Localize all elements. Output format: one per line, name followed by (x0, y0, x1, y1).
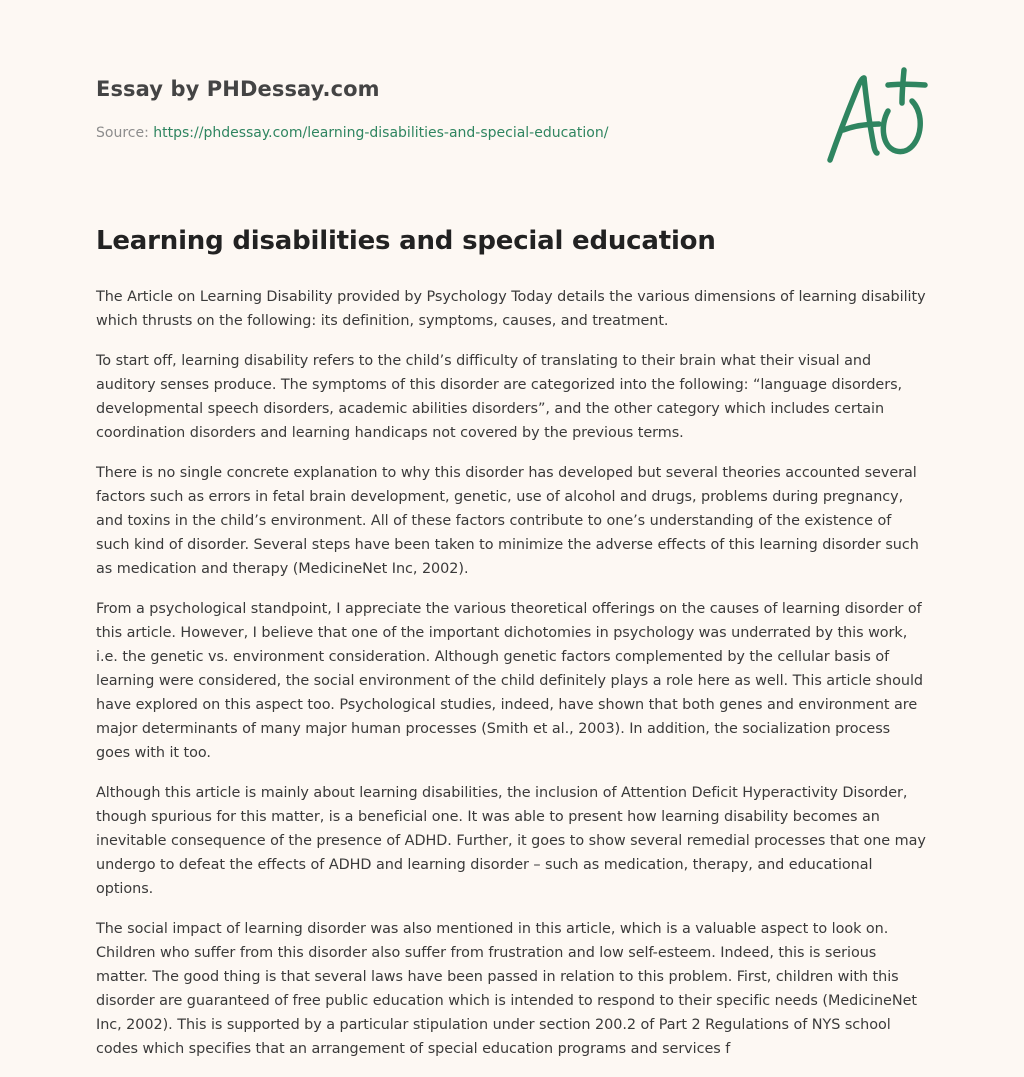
essay-paragraph: There is no single concrete explanation to why this disorder has developed but several theories accounted several factors such as errors in fetal brain development, genetic, use of alcohol and drugs, problems during pregnancy, and toxins in the child’s environment. All of these factors contribute to one’s understanding of the existence of such kind of disorder. Several steps have been taken to minimize the adverse effects of this learning disorder such as medication and therapy (MedicineNet Inc, 2002). (96, 465, 919, 577)
essay-paragraph: Although this article is mainly about learning disabilities, the inclusion of Attention Deficit Hyperactivity Disorder, though spurious for this matter, is a beneficial one. It was able to present how learning disability becomes an inevitable consequence of the presence of ADHD. Further, it goes to show several remedial processes that one may undergo to defeat the effects of ADHD and learning disorder – such as medication, therapy, and educational options. (96, 785, 926, 897)
a-plus-grade-icon (824, 67, 928, 167)
essay-paragraph: To start off, learning disability refers to the child’s difficulty of translating to their brain what their visual and auditory senses produce. The symptoms of this disorder are categorized into the following: “language disorders, developmental speech disorders, academic abilities disorders”, and the other category which includes certain coordination disorders and learning handicaps not covered by the previous terms. (96, 353, 903, 441)
source-label: Source: (96, 125, 149, 141)
essay-paragraph: From a psychological standpoint, I appreciate the various theoretical offerings on the causes of learning disorder of this article. However, I believe that one of the important dichotomies in psychology was underrated by this work, i.e. the genetic vs. environment consideration. Although genetic factors complemented by the cellular basis of learning were considered, the social environment of the child definitely plays a role here as well. This article should have explored on this aspect too. Psychological studies, indeed, have shown that both genes and environment are major determinants of many major human processes (Smith et al., 2003). In addition, the socialization process goes with it too. (96, 601, 923, 761)
essay-body (96, 285, 928, 1077)
source-link[interactable]: https://phdessay.com/learning-disabilities-and-special-education/ (153, 125, 609, 141)
essay-paragraph: The Article on Learning Disability provided by Psychology Today details the various dimensions of learning disability which thrusts on the following: its definition, symptoms, causes, and treatment. (96, 289, 926, 329)
source-line (96, 125, 608, 141)
essay-paragraph: The social impact of learning disorder was also mentioned in this article, which is a valuable aspect to look on. Children who suffer from this disorder also suffer from frustration and low self-esteem. Indeed, this is serious matter. The good thing is that several laws have been passed in relation to this problem. First, children with this disorder are guaranteed of free public education which is intended to respond to their specific needs (MedicineNet Inc, 2002). This is supported by a particular stipulation under section 200.2 of Part 2 Regulations of NYS school codes which specifies that an arrangement of special education programs and services f (96, 921, 917, 1057)
site-brand: Essay by PHDessay.com (96, 77, 380, 101)
essay-title: Learning disabilities and special education (96, 226, 716, 256)
